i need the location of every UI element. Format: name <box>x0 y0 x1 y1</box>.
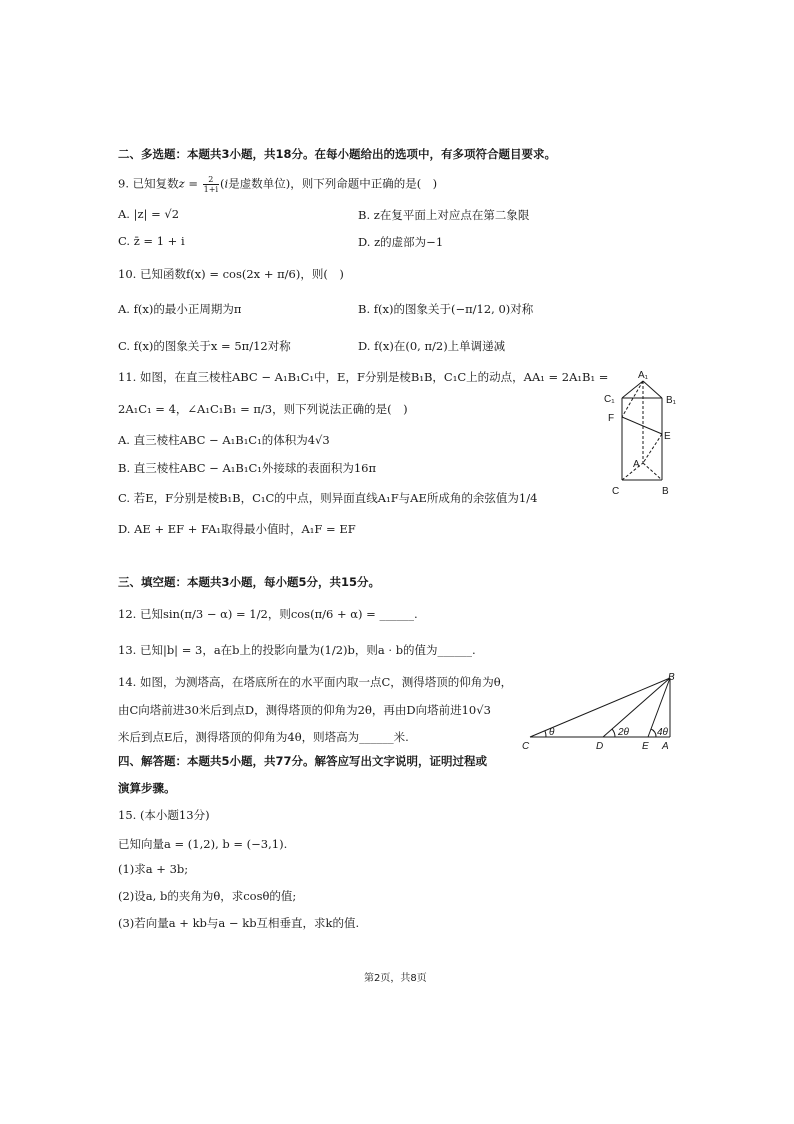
q9-i: i <box>224 176 229 191</box>
tower-angle-2theta: 2θ <box>618 727 629 738</box>
tower-label-c: C <box>522 741 530 752</box>
angle-arc-c <box>545 731 546 737</box>
prism-edge-ab <box>643 463 662 480</box>
question-15-given: 已知向量a = (1,2), b = (−3,1). <box>118 837 288 851</box>
q9-option-b: B. z在复平面上对应点在第二象限 <box>358 208 530 222</box>
q9-option-a: A. |z| = √2 <box>118 207 180 221</box>
question-13: 13. 已知|b| = 3，a在b上的投影向量为(1/2)b，则a · b的值为______. <box>118 643 476 657</box>
q11-option-c: C. 若E，F分别是棱B₁B，C₁C的中点，则异面直线A₁F与AE所成角的余弦值为1/4 <box>118 491 538 505</box>
question-14-line2: 由C向塔前进30米后到点D，测得塔顶的仰角为2θ，再由D向塔前进10√3 <box>118 703 491 717</box>
tower-label-b: B <box>668 672 675 683</box>
tower-label-a: A <box>662 741 669 752</box>
q10-option-c: C. f(x)的图象关于x = 5π/12对称 <box>118 339 291 353</box>
prism-label-b: B <box>662 486 669 497</box>
prism-label-c: C <box>612 486 620 497</box>
q11-option-b: B. 直三棱柱ABC − A₁B₁C₁外接球的表面积为16π <box>118 461 377 475</box>
tower-label-e: E <box>642 741 649 752</box>
prism-label-a: A <box>633 459 640 470</box>
prism-edge-a1b1 <box>643 381 662 398</box>
q9-z: z <box>178 176 185 191</box>
q9-num: 2 <box>203 175 219 185</box>
angle-arc-d <box>612 729 615 737</box>
section-4-header-line2: 演算步骤。 <box>118 781 176 795</box>
question-12: 12. 已知sin(π/3 − α) = 1/2，则cos(π/6 + α) = ______. <box>118 607 418 621</box>
prism-segment-ea <box>643 434 662 463</box>
question-11-line2: 2A₁C₁ = 4，∠A₁C₁B₁ = π/3，则下列说法正确的是( ) <box>118 402 408 416</box>
q10-option-b: B. f(x)的图象关于(−π/12, 0)对称 <box>358 302 534 316</box>
section-2-header: 二、多选题：本题共3小题，共18分。在每小题给出的选项中，有多项符合题目要求。 <box>118 147 557 161</box>
q11-option-a: A. 直三棱柱ABC − A₁B₁C₁的体积为4√3 <box>118 433 330 447</box>
q10-option-d: D. f(x)在(0, π/2)上单调递减 <box>358 339 506 353</box>
prism-edge-c1a1 <box>622 381 643 398</box>
q9-den: 1+i <box>203 185 219 194</box>
q9-fraction <box>203 175 219 194</box>
question-15-part3: (3)若向量a + kb与a − kb互相垂直，求k的值. <box>118 916 360 930</box>
q9-prefix: 9. 已知复数 <box>118 176 179 191</box>
question-15-part1: (1)求a + 3b; <box>118 862 189 876</box>
question-14-line3: 米后到点E后，测得塔顶的仰角为4θ，则塔高为______米. <box>118 730 409 744</box>
question-10-stem: 10. 已知函数f(x) = cos(2x + π/6)，则( ) <box>118 267 344 281</box>
tower-label-d: D <box>596 741 604 752</box>
prism-label-b1: B₁ <box>666 395 677 406</box>
prism-label-e: E <box>664 431 671 442</box>
angle-arc-e <box>651 729 656 737</box>
prism-segment-a1f <box>622 381 643 417</box>
q10-option-a: A. f(x)的最小正周期为π <box>118 302 242 316</box>
q11-option-d: D. AE + EF + FA₁取得最小值时，A₁F = EF <box>118 522 356 536</box>
question-15-title: 15. (本小题13分) <box>118 808 210 822</box>
prism-label-a1: A₁ <box>638 370 649 381</box>
section-3-header: 三、填空题：本题共3小题，每小题5分，共15分。 <box>118 575 381 589</box>
question-14-line1: 14. 如图，为测塔高，在塔底所在的水平面内取一点C，测得塔顶的仰角为θ， <box>118 675 513 689</box>
prism-segment-fe <box>622 417 662 434</box>
prism-figure <box>600 368 690 503</box>
tower-angle-theta: θ <box>549 727 555 738</box>
section-4-header-line1: 四、解答题：本题共5小题，共77分。解答应写出文字说明，证明过程或 <box>118 754 488 768</box>
tower-angle-4theta: 4θ <box>657 727 668 738</box>
page-footer: 第2页，共8页 <box>364 973 427 984</box>
q9-option-c: C. z̄ = 1 + i <box>118 234 185 248</box>
question-9-stem <box>118 175 437 194</box>
question-11-line1: 11. 如图，在直三棱柱ABC − A₁B₁C₁中，E，F分别是棱B₁B，C₁C上的动点，AA₁ = 2A₁B₁ = <box>118 370 609 384</box>
question-15-part2: (2)设a, b的夹角为θ，求cosθ的值; <box>118 889 297 903</box>
q9-option-d: D. z的虚部为−1 <box>358 235 444 249</box>
q9-paren: ( <box>220 176 225 191</box>
q9-suffix: 是虚数单位)，则下列命题中正确的是( ) <box>228 176 438 191</box>
q9-eq: = <box>184 176 202 191</box>
tower-figure <box>516 670 686 754</box>
prism-label-f: F <box>608 413 615 424</box>
prism-label-c1: C₁ <box>604 394 615 405</box>
